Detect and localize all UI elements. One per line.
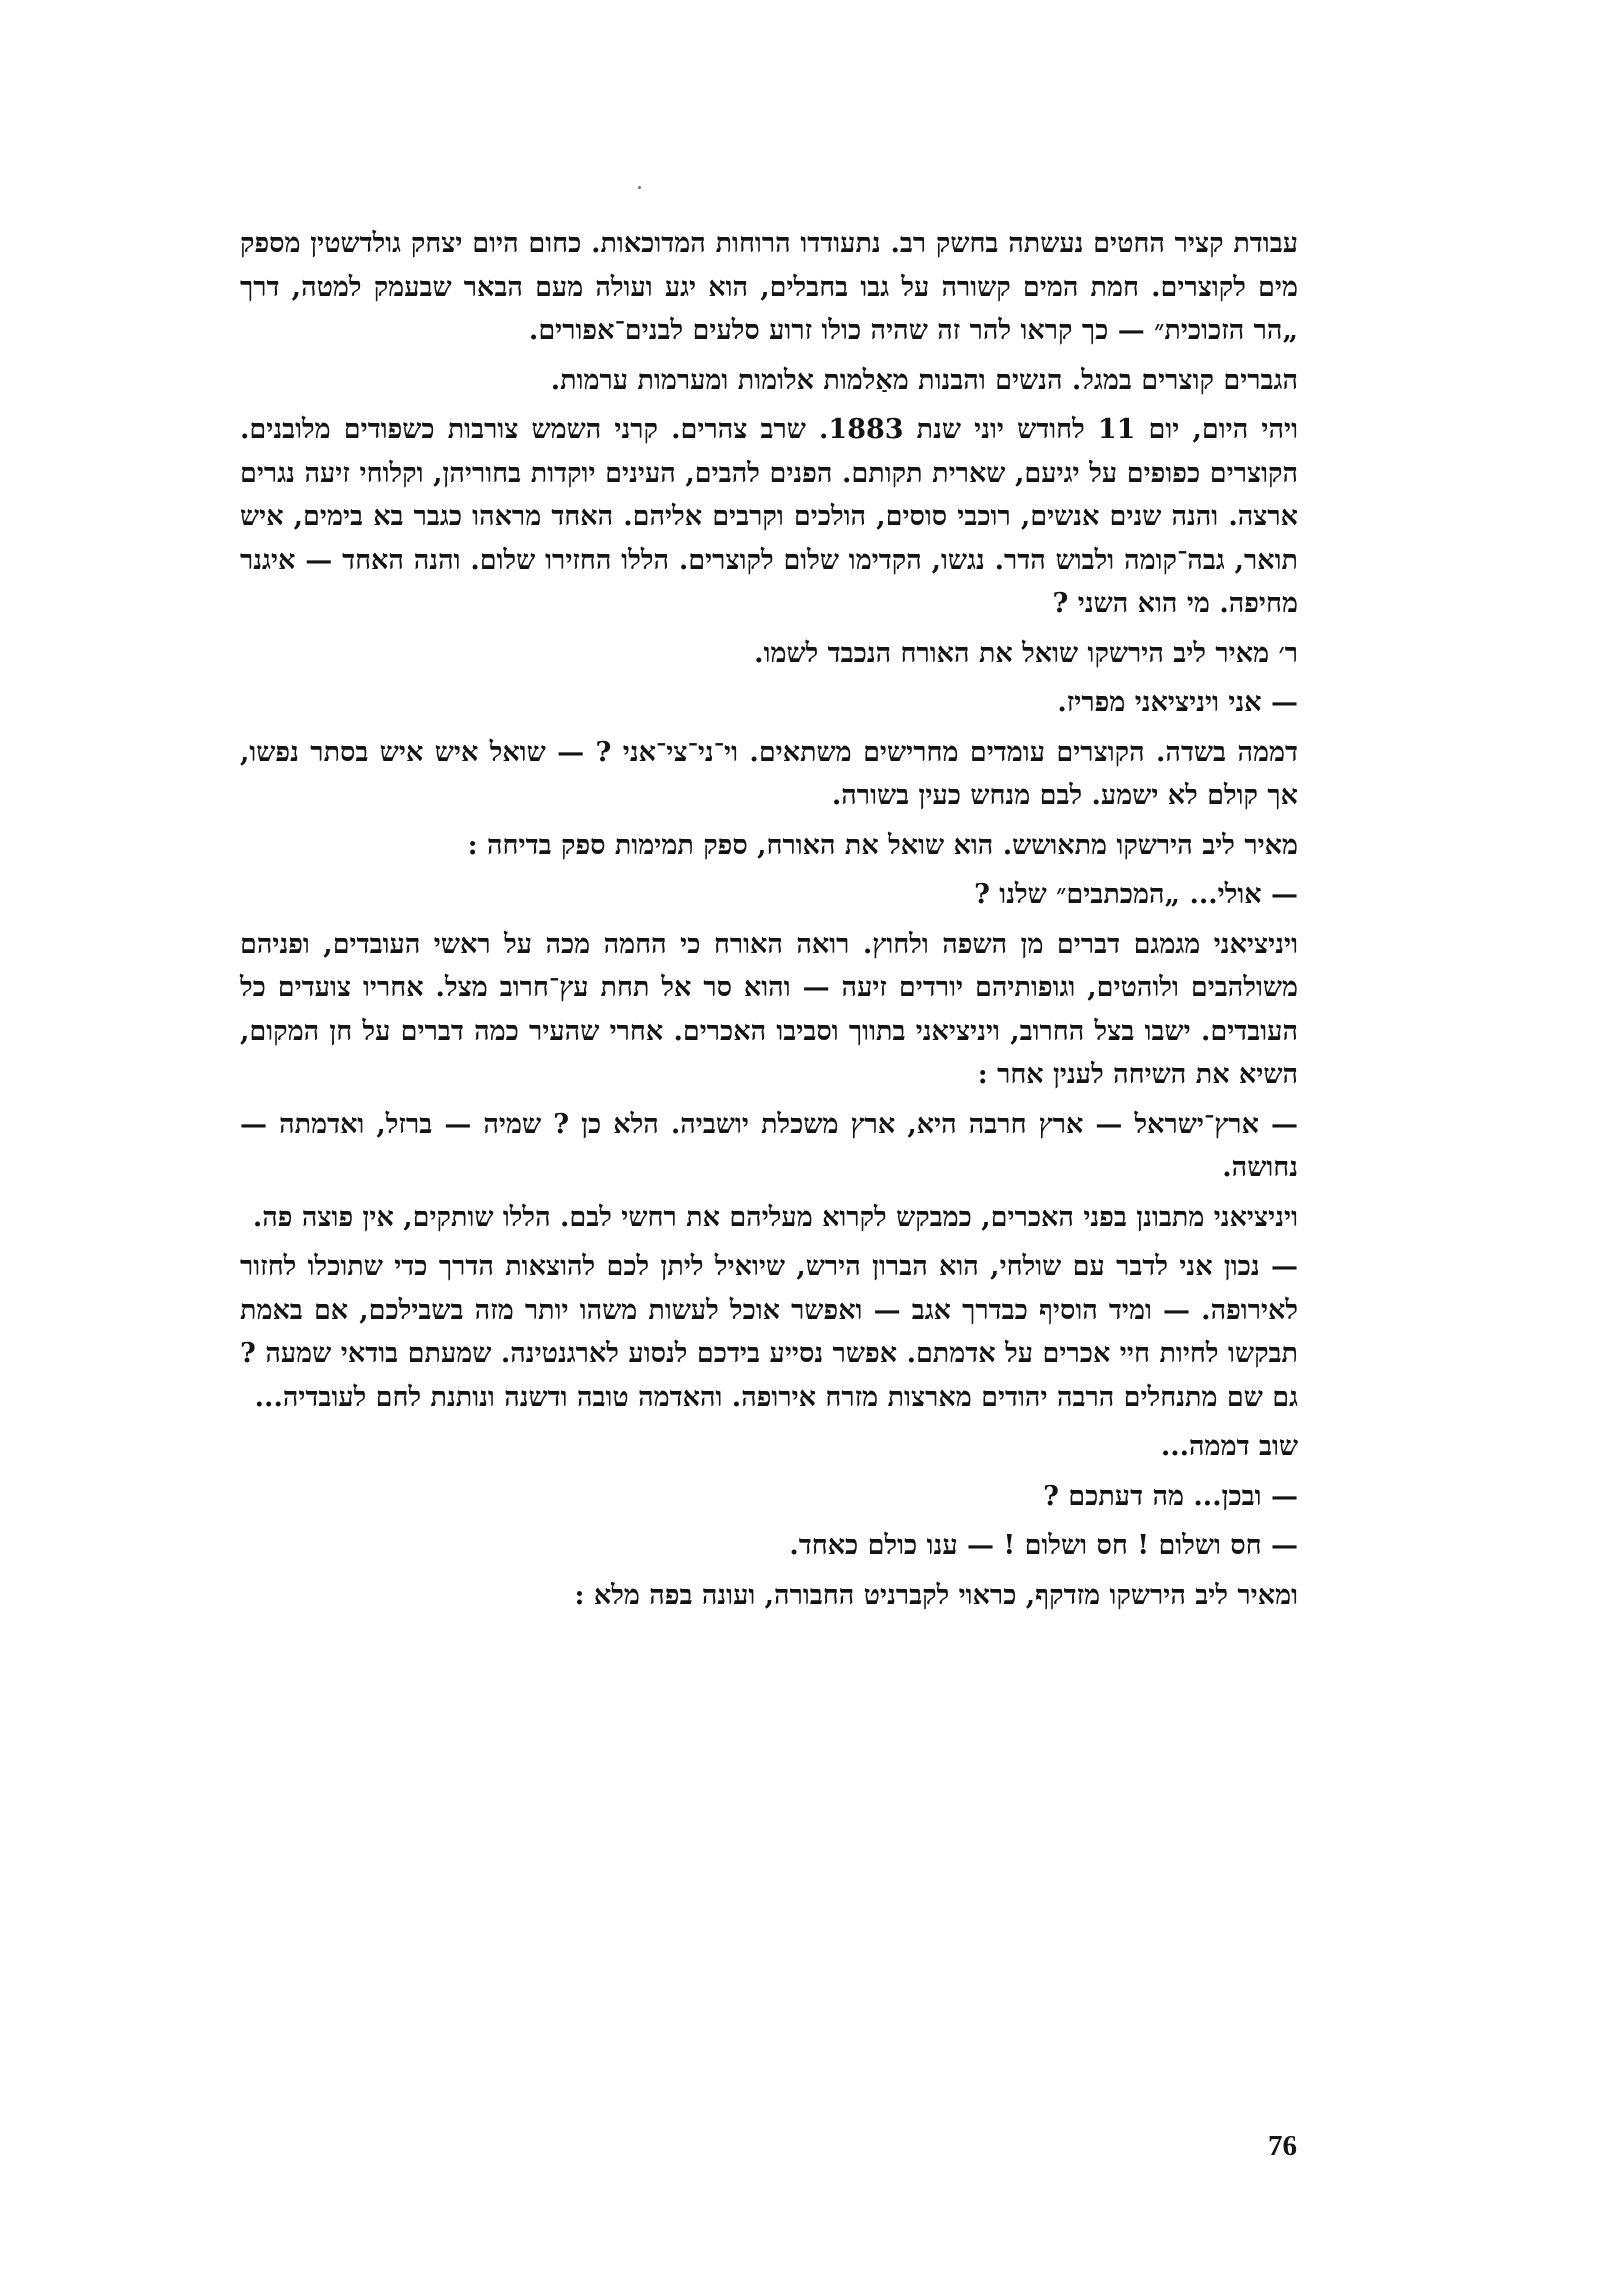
dialog-line: — אולי... „המכתבים״ שלנו ?: [974, 879, 1298, 910]
scan-speck: [638, 186, 641, 189]
dialog-line: — נכון אני לדבר עם שולחי, הוא הברון הירש, שיואיל ליתן לכם להוצאות הדרך כדי שתוכלו לחזור לאירופה. — ומיד הוסיף כבדרך אגב — ואפשר אוכל לעשות משהו יותר מזה בשבילכם, אם באמת תבקשו לחיות חיי אכרים על אדמתם. אפשר נסייע בידכם לנסוע לארגנטינה. שמעתם בודאי שמעה ? גם שם מתנחלים הרבה יהודים מארצות מזרח אירופה. והאדמה טובה ודשנה ונותנת לחם לעובדיה...: [240, 1251, 1298, 1413]
body-text: [240, 222, 1298, 1623]
paragraph-recovers: מאיר ליב הירשקו מתאושש. הוא שואל את האורח, ספק תמימות ספק בדיחה :: [467, 829, 1298, 861]
paragraph-silence-again: שוב דממה...: [1160, 1431, 1298, 1462]
paragraph-answer: ומאיר ליב הירשקו מזדקף, כראוי לקברניט החבורה, ועונה בפה מלא :: [574, 1579, 1298, 1611]
paragraph-reapers: הגברים קוצרים במגל. הנשים והבנות מאַלמות אלומות ומערמות ערמות.: [550, 364, 1298, 396]
paragraph-observes: ויניציאני מתבונן בפני האכרים, כמבקש לקרוא מעליהם את רחשי לבם. הללו שותקים, אין פוצה פה.: [252, 1201, 1298, 1233]
paragraph-carob-tree: ויניציאני מגמגם דברים מן השפה ולחוץ. רואה האורח כי החמה מכה על ראשי העובדים, ופניהם משולהבים ולוהטים, וגופותיהם יורדים זיעה — והוא סר אל תחת עץ־חרוב מצל. אחריו צועדים כל העובדים. ישבו בצל החרוב, ויניציאני בתווך וסביבו האכרים. אחרי שהעיר כמה דברים על חן המקום, השיא את השיחה לענין אחר :: [240, 928, 1298, 1090]
dialog-line: — חס ושלום ! חס ושלום ! — ענו כולם כאחד.: [789, 1530, 1298, 1561]
dialog-line: — אני ויניציאני מפריז.: [1057, 687, 1298, 718]
paragraph-harvest: עבודת קציר החטים נעשתה בחשק רב. נתעודדו הרוחות המדוכאות. כחום היום יצחק גולדשטין מספק מים לקוצרים. חמת המים קשורה על גבו בחבלים, הוא יגע ועולה מעם הבאר שבעמק למטה, דרך „הר הזכוכית״ — כך קראו להר זה שהיה כולו זרוע סלעים לבנים־אפורים.: [240, 228, 1298, 346]
page-number: 76: [1268, 2130, 1297, 2162]
dialog-line: — ארץ־ישראל — ארץ חרבה היא, ארץ משכלת יושביה. הלא כן ? שמיה — ברזל, ואדמתה — נחושה.: [240, 1108, 1298, 1183]
paragraph-riders: ויהי היום, יום 11 לחודש יוני שנת 1883. שרב צהרים. קרני השמש צורבות כשפודים מלובנים. הקוצרים כפופים על יגיעם, שארית תקותם. הפנים להבים, העינים יוקדות בחוריהן, וקלוחי זיעה נגרים ארצה. והנה שנים אנשים, רוכבי סוסים, הולכים וקרבים אליהם. האחד מראהו כגבר בא בימים, איש תואר, גבה־קומה ולבוש הדר. נגשו, הקדימו שלום לקוצרים. הללו החזירו שלום. והנה האחד — איגנר מחיפה. מי הוא השני ?: [240, 414, 1298, 619]
dialog-line: — ובכן... מה דעתכם ?: [1043, 1480, 1298, 1512]
paragraph-question: ר׳ מאיר ליב הירשקו שואל את האורח הנכבד לשמו.: [754, 637, 1298, 669]
paragraph-silence: דממה בשדה. הקוצרים עומדים מחרישים משתאים. וי־ני־צי־אני ? — שואל איש איש בסתר נפשו, אך קולם לא ישמע. לבם מנחש כעין בשורה.: [240, 736, 1298, 811]
